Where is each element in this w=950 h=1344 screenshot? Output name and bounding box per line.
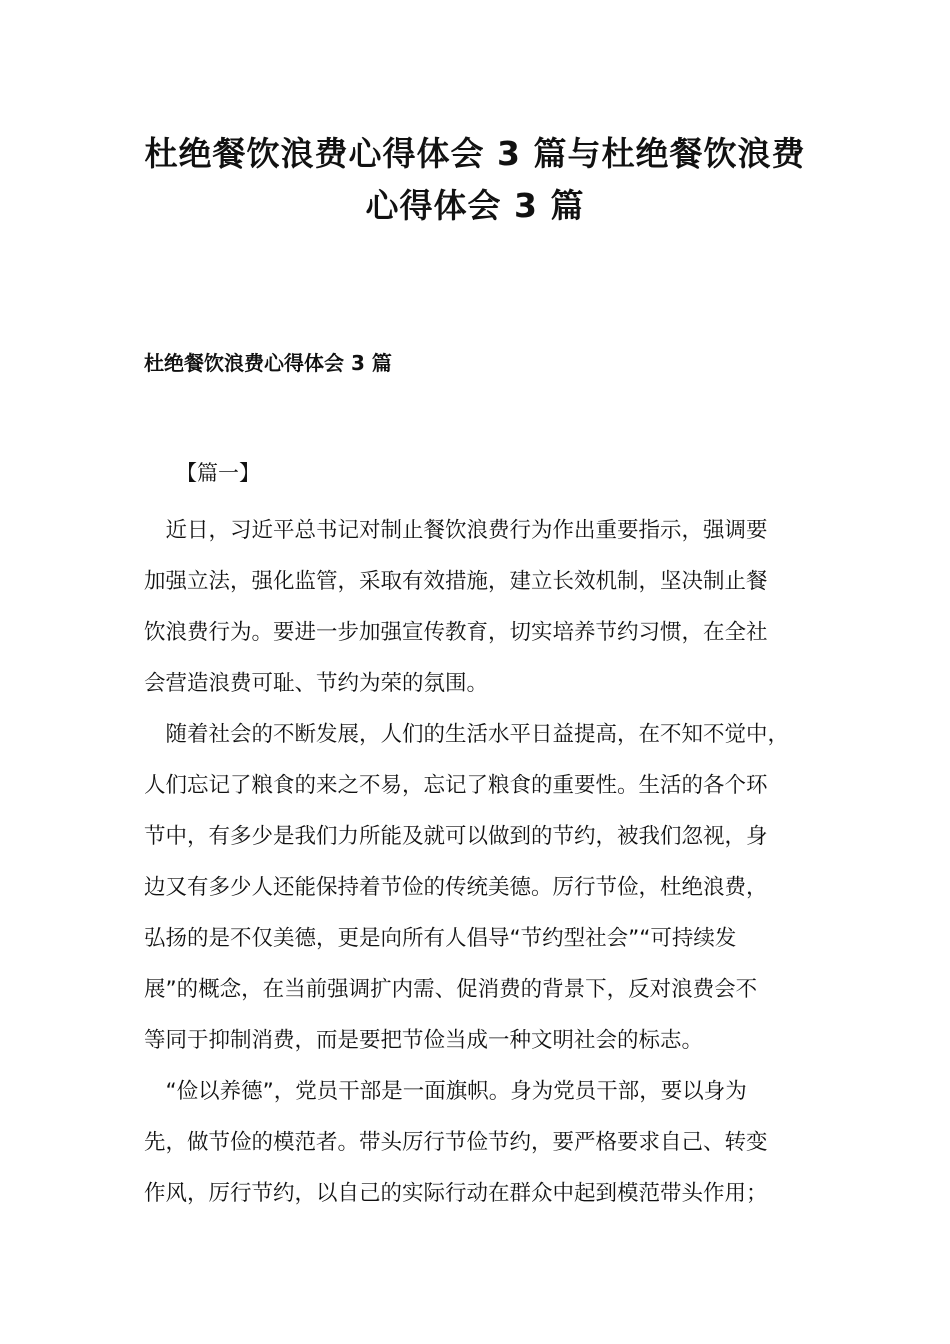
- title-line: 心得体会 3 篇: [365, 186, 585, 225]
- paragraph-line: 展”的概念，在当前强调扩内需、促消费的背景下，反对浪费会不: [144, 977, 758, 1002]
- paragraph-line: 先，做节俭的模范者。带头厉行节俭节约，要严格要求自己、转变: [144, 1130, 768, 1155]
- paragraph-line: 等同于抑制消费，而是要把节俭当成一种文明社会的标志。: [144, 1028, 704, 1053]
- paragraph-line: 作风，厉行节约，以自己的实际行动在群众中起到模范带头作用；: [144, 1181, 768, 1206]
- paragraph-line: 弘扬的是不仅美德，更是向所有人倡导“节约型社会”“可持续发: [144, 926, 737, 951]
- paragraph-line: 节中，有多少是我们力所能及就可以做到的节约，被我们忽视，身: [144, 824, 768, 849]
- paragraph: [144, 709, 810, 1066]
- document-title: [100, 128, 850, 232]
- title-line: 杜绝餐饮浪费心得体会 3 篇与杜绝餐饮浪费: [144, 134, 806, 173]
- paragraph-line: 加强立法，强化监管，采取有效措施，建立长效机制，坚决制止餐: [144, 569, 768, 594]
- article-label: 【篇一】: [176, 461, 260, 485]
- paragraph-line: 饮浪费行为。要进一步加强宣传教育，切实培养节约习惯，在全社: [144, 620, 768, 645]
- paragraph-line: 近日，习近平总书记对制止餐饮浪费行为作出重要指示，强调要: [144, 518, 768, 543]
- section-heading: 杜绝餐饮浪费心得体会 3 篇: [144, 351, 392, 375]
- paragraph-line: “俭以养德”，党员干部是一面旗帜。身为党员干部，要以身为: [144, 1079, 747, 1104]
- paragraph: [144, 1066, 810, 1219]
- paragraph: [144, 505, 810, 709]
- paragraph-line: 随着社会的不断发展，人们的生活水平日益提高，在不知不觉中，: [144, 722, 790, 747]
- paragraph-line: 会营造浪费可耻、节约为荣的氛围。: [144, 671, 489, 696]
- paragraph-line: 边又有多少人还能保持着节俭的传统美德。厉行节俭，杜绝浪费，: [144, 875, 768, 900]
- paragraph-line: 人们忘记了粮食的来之不易，忘记了粮食的重要性。生活的各个环: [144, 773, 768, 798]
